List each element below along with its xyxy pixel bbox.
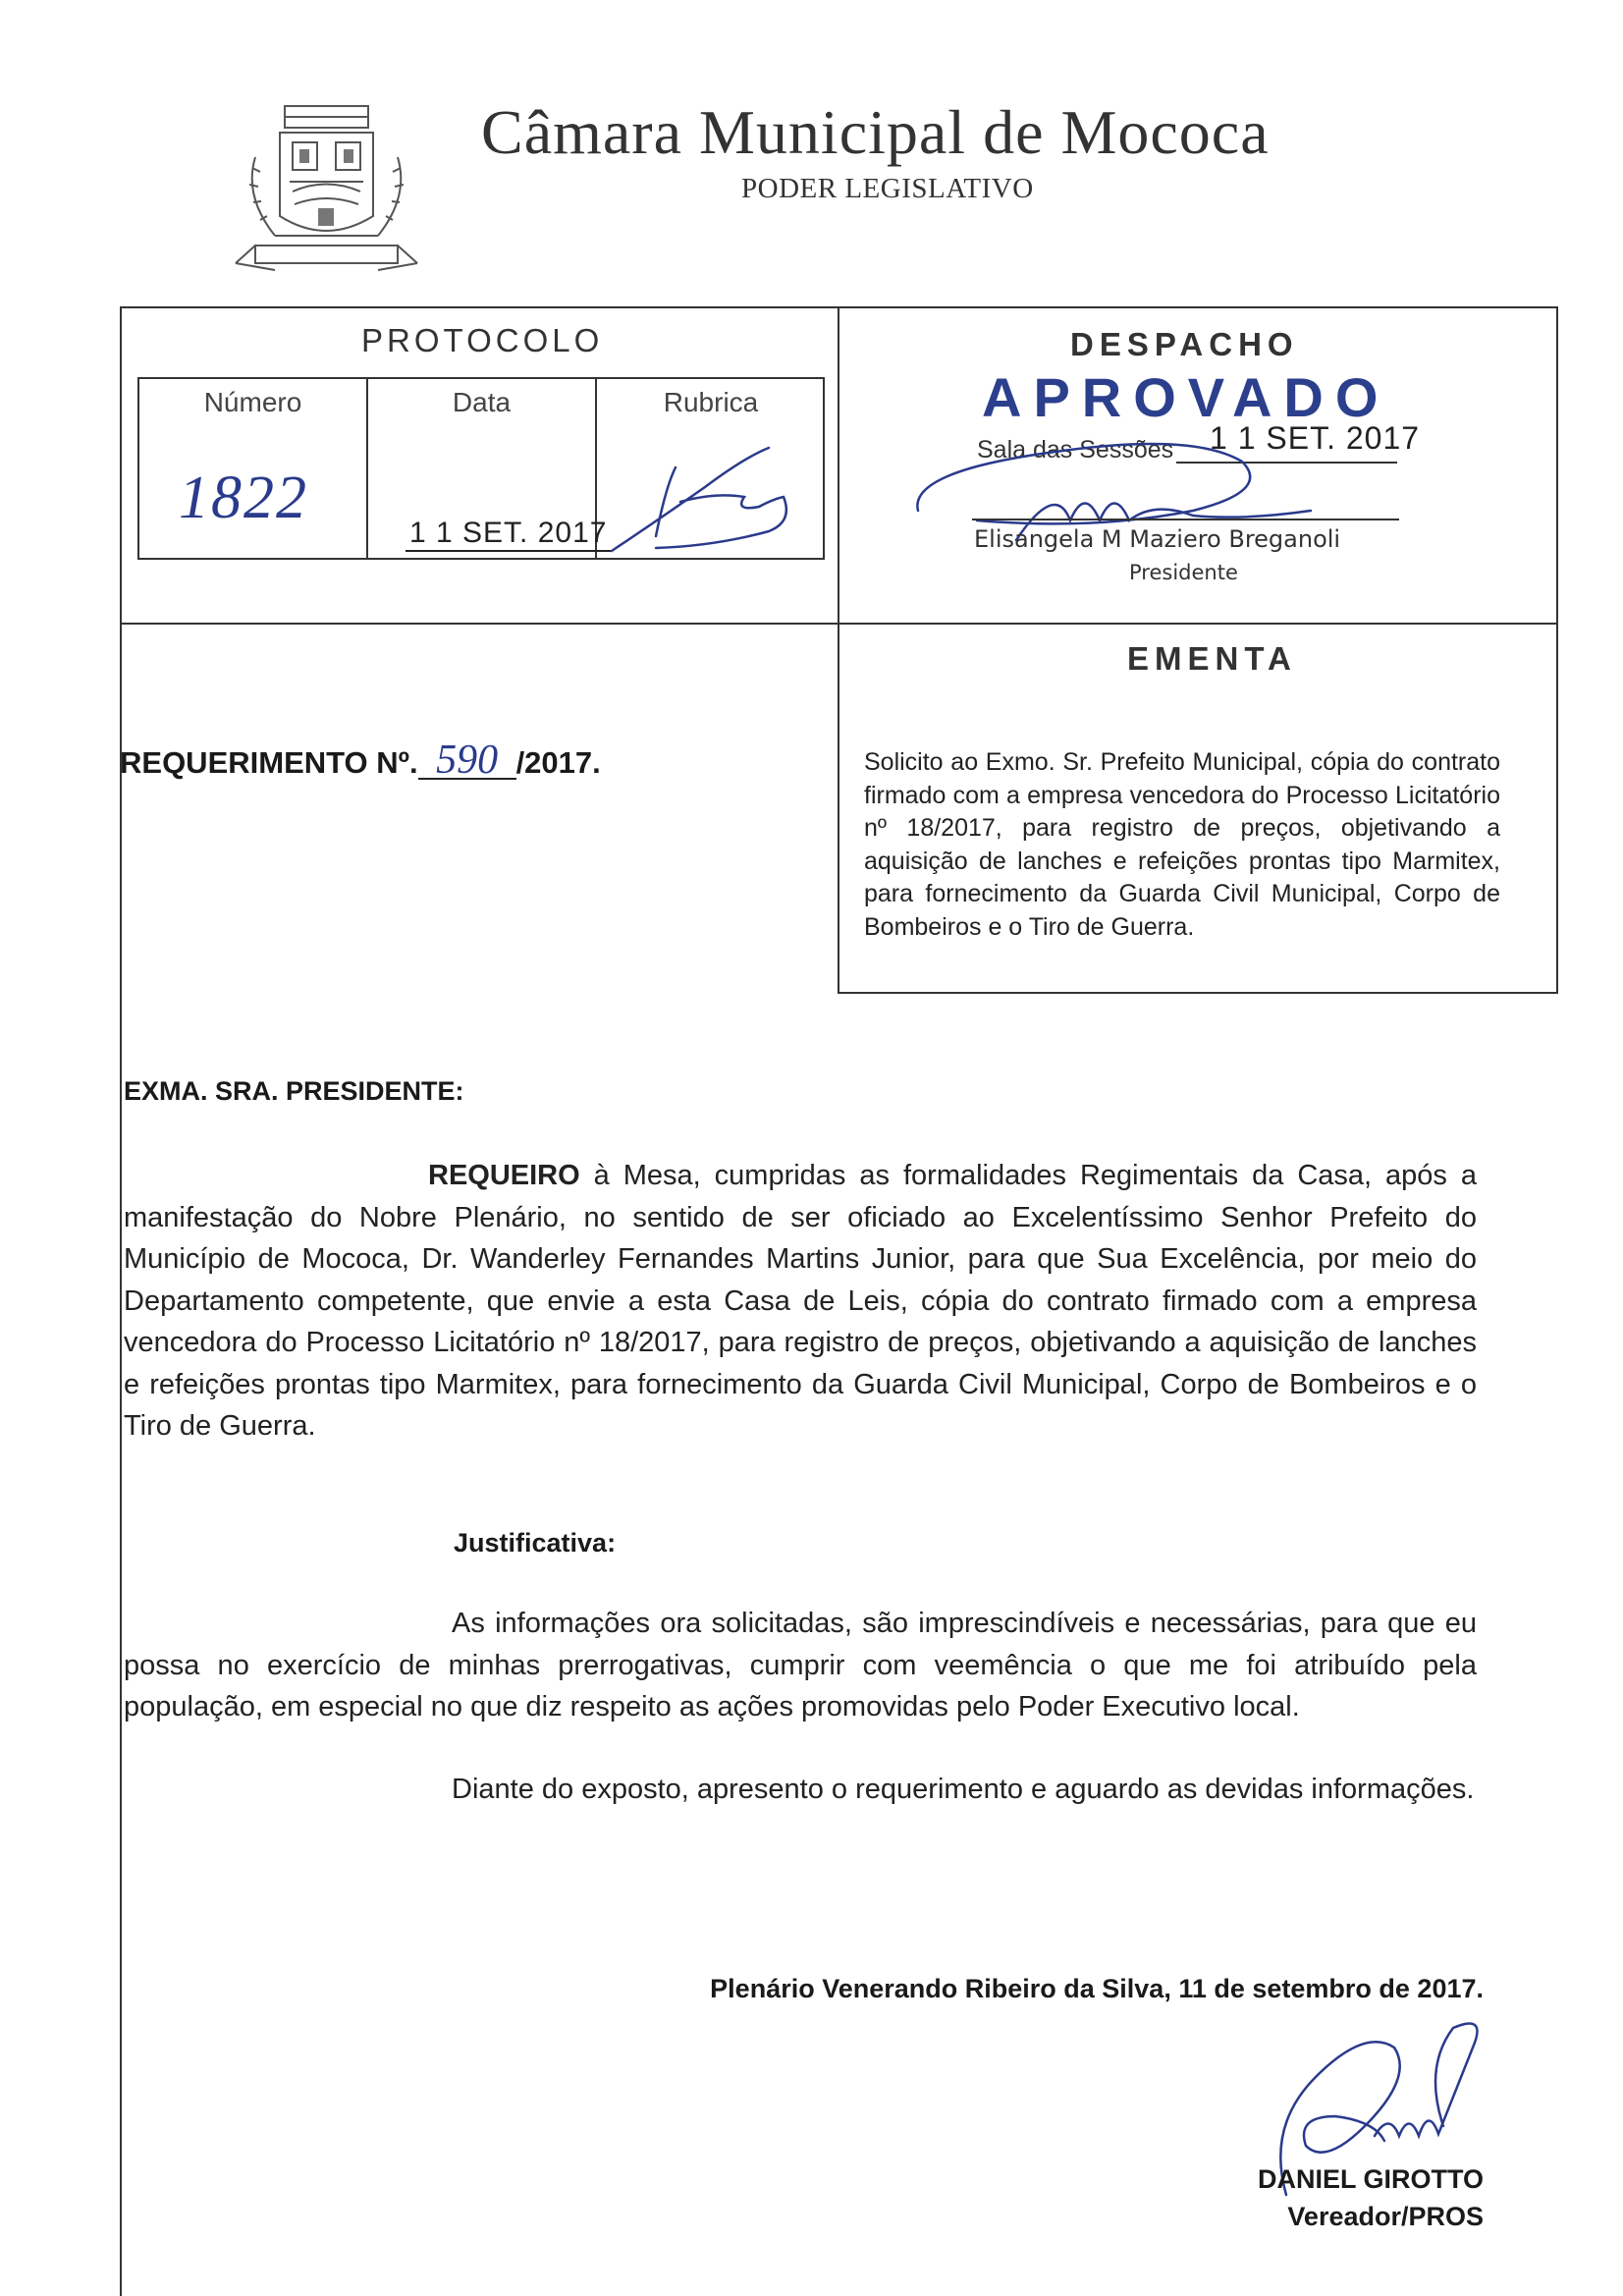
requerimento-number: 590 xyxy=(418,742,516,780)
protocolo-rubrica-label: Rubrica xyxy=(663,387,759,417)
requeiro-paragraph xyxy=(124,1155,1477,1448)
sala-sessoes-label: Sala das Sessões xyxy=(977,436,1174,464)
ementa-text: Solicito ao Exmo. Sr. Prefeito Municipal, cópia do contrato firmado com a empresa vencedora do Processo Licitatório nº 18/2017, para registro de preços, objetivando a aquisição de lanches e refeições prontas tipo Marmitex, para fornecimento da Guarda Civil Municipal, Corpo de Bombeiros e o Tiro de Guerra. xyxy=(864,748,1500,941)
requerimento-year: /2017. xyxy=(515,745,601,780)
requerimento-label: REQUERIMENTO Nº. xyxy=(120,745,418,780)
president-signature-line xyxy=(972,519,1399,520)
justificativa-paragraph-1: As informações ora solicitadas, são imprescindíveis e necessárias, para que eu possa no exercício de minhas prerrogativas, cumprir com veemência o que me foi atribuído pela população, em especial no que diz respeito as ações promovidas pelo Poder Executivo local. xyxy=(124,1608,1477,1722)
sala-sessoes-date: 1 1 SET. 2017 xyxy=(1210,420,1421,456)
salutation: EXMA. SRA. PRESIDENTE: xyxy=(124,1076,464,1106)
president-role: Presidente xyxy=(1129,561,1238,584)
ementa-box-bottom xyxy=(838,992,1558,994)
frame-divider-vertical xyxy=(838,306,839,994)
requerimento-number-line xyxy=(120,738,601,783)
justificativa-paragraph-2: Diante do exposto, apresento o requerimento e aguardo as devidas informações. xyxy=(452,1774,1475,1805)
requeiro-text: à Mesa, cumpridas as formalidades Regimentais da Casa, após a manifestação do Nobre Plenário, no sentido de ser oficiado ao Excelentíssimo Senhor Prefeito do Município de Mococa, Dr. Wanderley Fernandes Martins Junior, para que Sua Excelência, por meio do Departamento competente, que envie a esta Casa de Leis, cópia do contrato firmado com a empresa vencedora do Processo Licitatório nº 18/2017, para registro de preços, objetivando a aquisição de lanches e refeições prontas tipo Marmitex, para fornecimento da Guarda Civil Municipal, Corpo de Bombeiros e o Tiro de Guerra. xyxy=(124,1160,1477,1442)
chamber-title: Câmara Municipal de Mococa xyxy=(481,97,1270,167)
chamber-subtitle: PODER LEGISLATIVO xyxy=(741,173,1034,204)
protocolo-table xyxy=(137,377,825,560)
protocolo-numero-cell xyxy=(139,379,368,558)
justificativa-title: Justificativa: xyxy=(454,1528,617,1558)
ementa-heading: EMENTA xyxy=(1127,640,1297,677)
frame-border-left xyxy=(120,306,122,2296)
protocolo-heading: PROTOCOLO xyxy=(361,322,604,358)
protocolo-data-value: 1 1 SET. 2017 xyxy=(406,517,611,552)
place-date-line: Plenário Venerando Ribeiro da Silva, 11 de setembro de 2017. xyxy=(710,1974,1484,2003)
despacho-heading: DESPACHO xyxy=(1070,326,1299,362)
requeiro-lead: REQUEIRO xyxy=(428,1160,580,1191)
signer-name: DANIEL GIROTTO xyxy=(1257,2164,1484,2194)
rubrica-signature xyxy=(597,428,823,560)
protocolo-data-label: Data xyxy=(452,387,512,417)
protocolo-numero-label: Número xyxy=(203,387,302,417)
aprovado-stamp: APROVADO xyxy=(982,366,1390,428)
municipal-crest-logo xyxy=(216,98,437,285)
frame-border-right xyxy=(1556,306,1558,994)
president-name: Elisangela M Maziero Breganoli xyxy=(974,525,1341,553)
protocolo-numero-value: 1822 xyxy=(179,465,308,531)
protocolo-data-cell xyxy=(368,379,608,558)
protocolo-rubrica-cell xyxy=(597,379,825,558)
signer-role: Vereador/PROS xyxy=(1287,2202,1484,2231)
